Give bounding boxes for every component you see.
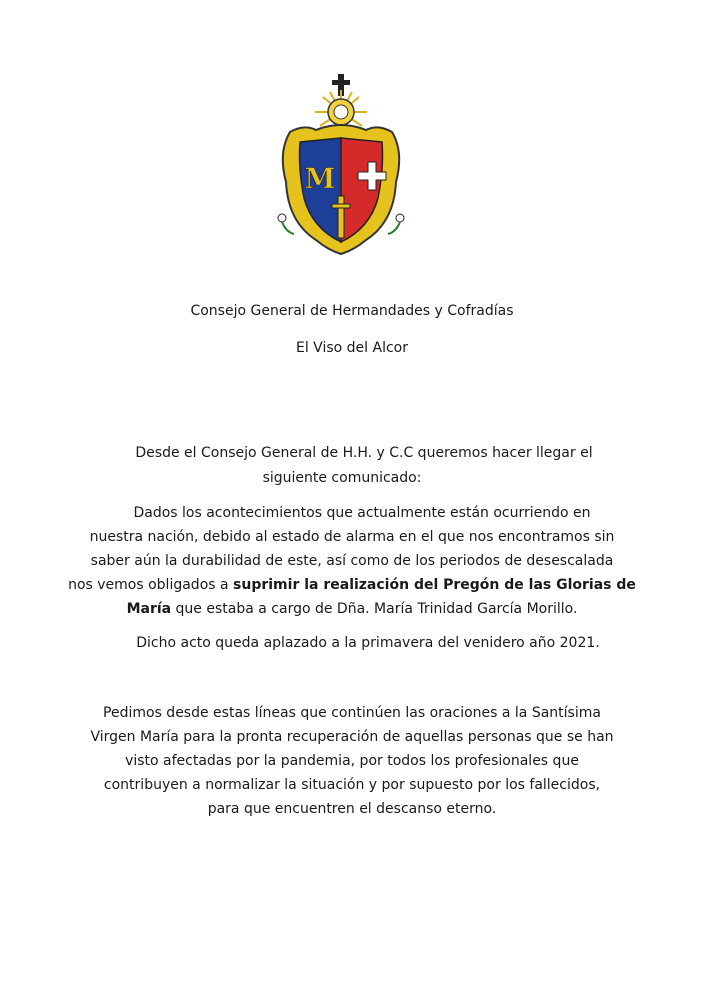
intro-line: siguiente comunicado:: [262, 470, 422, 486]
postponement-line: Dicho acto queda aplazado a la primavera del venidero año 2021.: [136, 635, 600, 651]
paragraph-line: Dados los acontecimientos que actualmente están ocurriendo en: [133, 505, 591, 521]
bold-text: María: [126, 601, 172, 617]
organization-name: Consejo General de Hermandades y Cofradías: [190, 303, 514, 319]
svg-text:M: M: [304, 162, 336, 195]
text-span: nos vemos obligados a: [68, 577, 234, 593]
paragraph-line: [0, 575, 704, 595]
intro-line: Desde el Consejo General de H.H. y C.C queremos hacer llegar el: [135, 445, 593, 461]
paragraph-line: [0, 599, 704, 619]
text-span: que estaba a cargo de Dña. María Trinidad García Morillo.: [171, 601, 578, 617]
coat-of-arms-logo: [268, 72, 414, 258]
prayer-line: Virgen María para la pronta recuperación de aquellas personas que se han: [90, 729, 614, 745]
paragraph-line: nuestra nación, debido al estado de alarma en el que nos encontramos sin: [89, 529, 615, 545]
prayer-line: contribuyen a normalizar la situación y por supuesto por los fallecidos,: [103, 777, 601, 793]
town-name: El Viso del Alcor: [296, 340, 408, 356]
paragraph-line: saber aún la durabilidad de este, así como de los periodos de desescalada: [90, 553, 614, 569]
prayer-line: para que encuentren el descanso eterno.: [207, 801, 497, 817]
bold-text: suprimir la realización del Pregón de las Glorias de: [233, 577, 636, 593]
prayer-line: visto afectadas por la pandemia, por todos los profesionales que: [125, 753, 579, 769]
prayer-line: Pedimos desde estas líneas que continúen las oraciones a la Santísima: [103, 705, 601, 721]
